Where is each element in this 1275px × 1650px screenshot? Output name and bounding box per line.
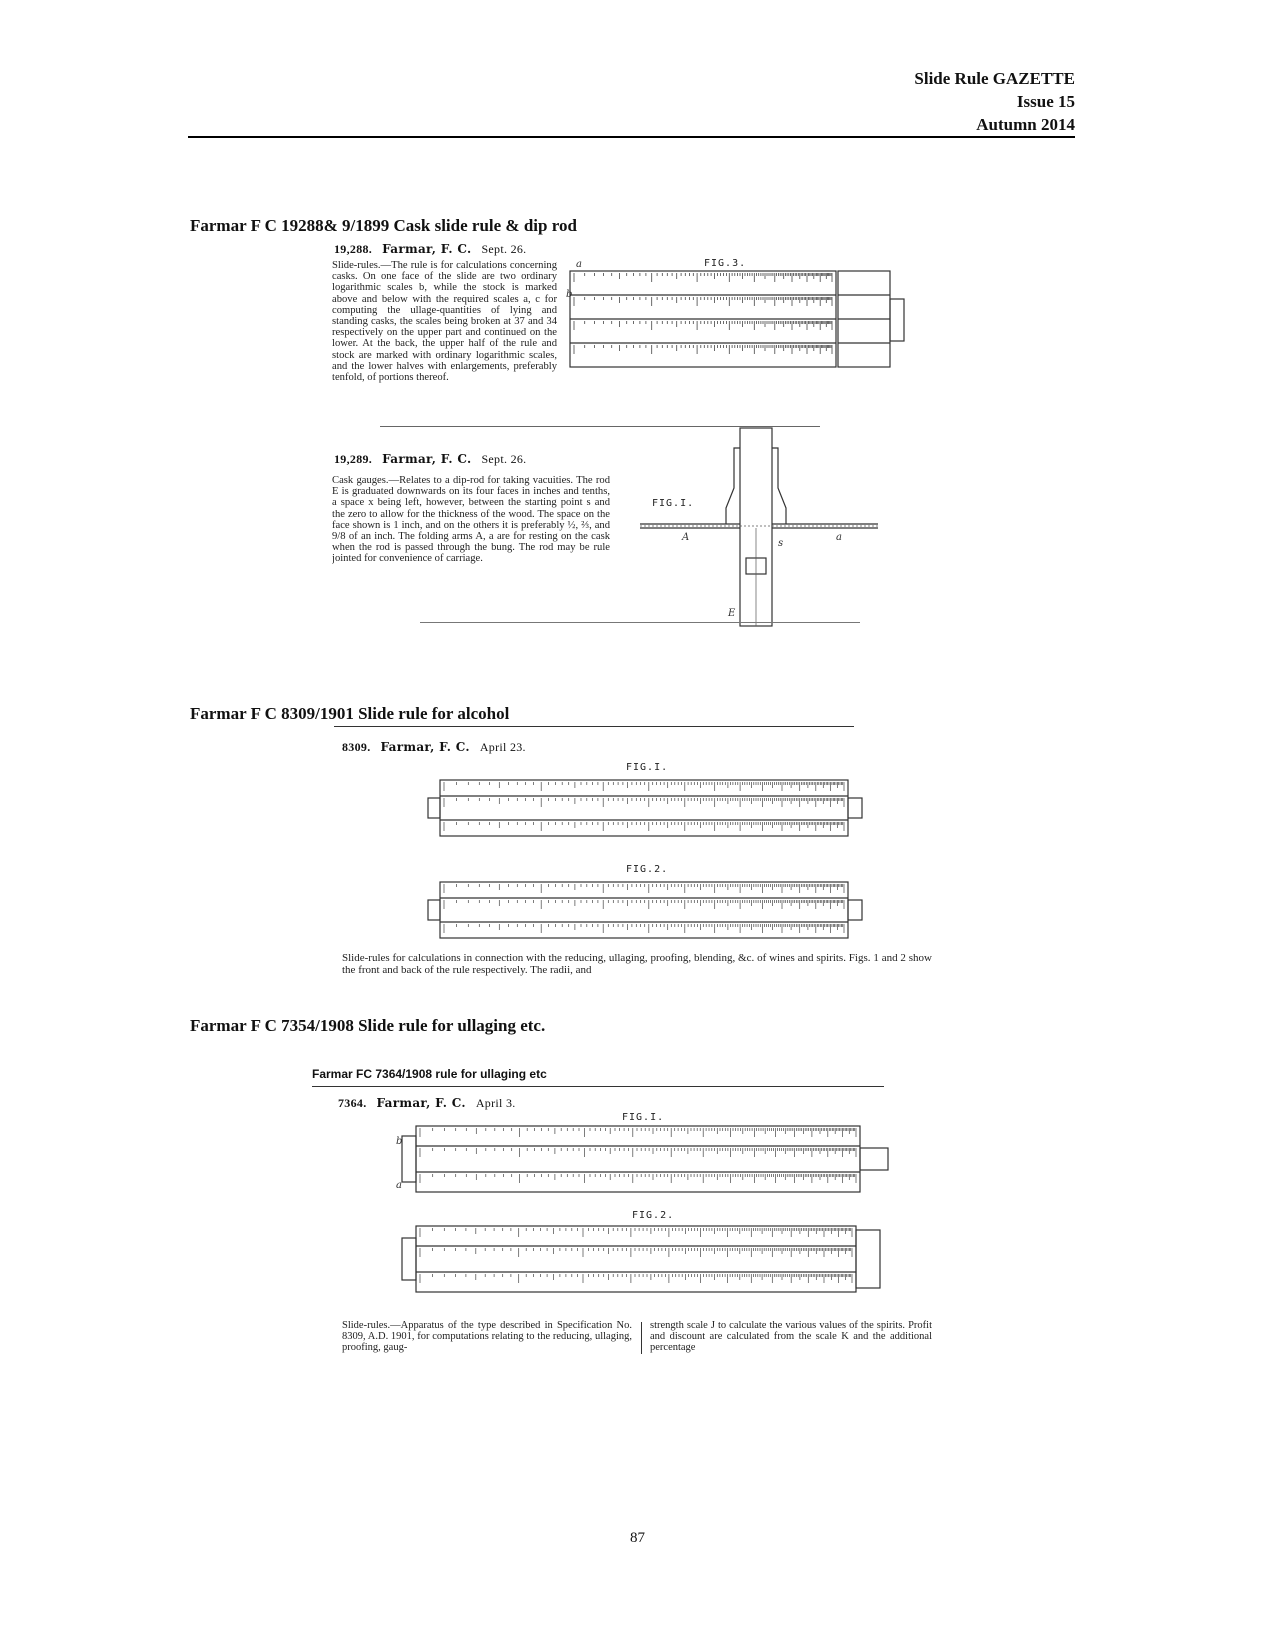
page-number: 87 [630,1530,645,1546]
patent-separator [380,426,820,427]
svg-text:E: E [728,608,736,619]
svg-text:a: a [836,532,842,543]
header-rule [188,136,1075,138]
patent-19289-text: Cask gauges.—Relates to a dip-rod for taking vacuities. The rod E is graduated downwards on its four faces in inches and tenths, a space x being left, however, between the starting point s and the zero to allow for the thickness of the wood. The space on the face shown is 1 inch, and on the others it is preferably ½, ⅔, and 9/8 of an inch. The folding arms A, a are for resting on the cask when the rod is passed through the bung. The rod may be rule jointed for convenience of carriage. [332,475,610,565]
inset-title-rule [312,1086,884,1087]
svg-text:b: b [396,1136,403,1147]
dip-rod-fig-label: FIG.I. [652,498,695,509]
section-title-alcohol-rule: Farmar F C 8309/1901 Slide rule for alcohol [190,704,510,723]
patent-19288-text: Slide-rules.—The rule is for calculations concerning casks. On one face of the slide are two ordinary logarithmic scales b, while the stock is marked above and below with the required scales a, c for computing the ullage-quantities of lying and standing casks, the scales being broken at 37 and 34 respectively on the upper part and continued on the lower. At the back, the upper half of the rule and stock are marked with ordinary logarithmic scales, and the lower halves with enlargements, preferably tenfold, of portions thereof. [332,260,557,384]
patent-applicant: Farmar, F. C. [380,740,470,754]
patent-19289-heading [334,452,526,467]
patent-19288-heading [334,242,526,257]
ullaging-fig1-rule-drawing [396,1122,896,1196]
publication-title: Slide Rule GAZETTE [914,69,1075,88]
patent-date: April 3. [475,1096,516,1110]
section-title-cask-rule: Farmar F C 19288& 9/1899 Cask slide rule & dip rod [190,216,577,235]
alcohol-fig1-rule-drawing [426,776,866,840]
patent-applicant: Farmar, F. C. [382,242,472,256]
issue-season: Autumn 2014 [976,115,1075,134]
patent-date: Sept. 26. [481,452,527,466]
patent-date: April 23. [479,740,526,754]
patent-number: 8309. [342,740,371,754]
alcohol-fig1-label: FIG.I. [626,762,669,773]
alcohol-fig2-label: FIG.2. [626,864,669,875]
svg-text:a: a [396,1180,402,1191]
patent-number: 19,289. [334,452,373,466]
patent-8309-caption: Slide-rules for calculations in connection with the reducing, ullaging, proofing, blending, &c. of wines and spirits. Figs. 1 and 2 show the front and back of the rule respectively. The radii, and [342,952,932,976]
ullaging-fig2-rule-drawing [396,1222,886,1296]
patent-number: 7364. [338,1096,367,1110]
svg-text:s: s [778,538,784,549]
section1-bottom-separator [420,622,860,623]
caption-column-divider [641,1322,642,1354]
section2-title-rule [334,726,854,727]
ullaging-fig1-label: FIG.I. [622,1112,665,1123]
svg-text:a: a [576,259,582,270]
ullaging-fig2-label: FIG.2. [632,1210,675,1221]
issue-number: Issue 15 [1016,92,1075,111]
svg-text:b: b [566,289,573,300]
patent-applicant: Farmar, F. C. [376,1096,466,1110]
alcohol-fig2-rule-drawing [426,878,866,942]
section-title-ullaging-rule: Farmar F C 7354/1908 Slide rule for ullaging etc. [190,1016,546,1035]
patent-8309-heading [342,740,526,755]
patent-7364-caption-right: strength scale J to calculate the various values of the spirits. Profit and discount are calculated from the scale K and the additional percentage [650,1320,932,1353]
patent-7364-heading [338,1096,516,1111]
patent-7364-caption-left: Slide-rules.—Apparatus of the type described in Specification No. 8309, A.D. 1901, for computations relating to the reducing, ullaging, proofing, gaug- [342,1320,632,1353]
dip-rod-drawing [640,428,880,628]
patent-date: Sept. 26. [481,242,527,256]
patent-applicant: Farmar, F. C. [382,452,472,466]
inset-title: Farmar FC 7364/1908 rule for ullaging etc [312,1067,547,1081]
svg-text:A: A [682,532,690,543]
patent-number: 19,288. [334,242,373,256]
fig3-label: FIG.3. [704,258,747,269]
